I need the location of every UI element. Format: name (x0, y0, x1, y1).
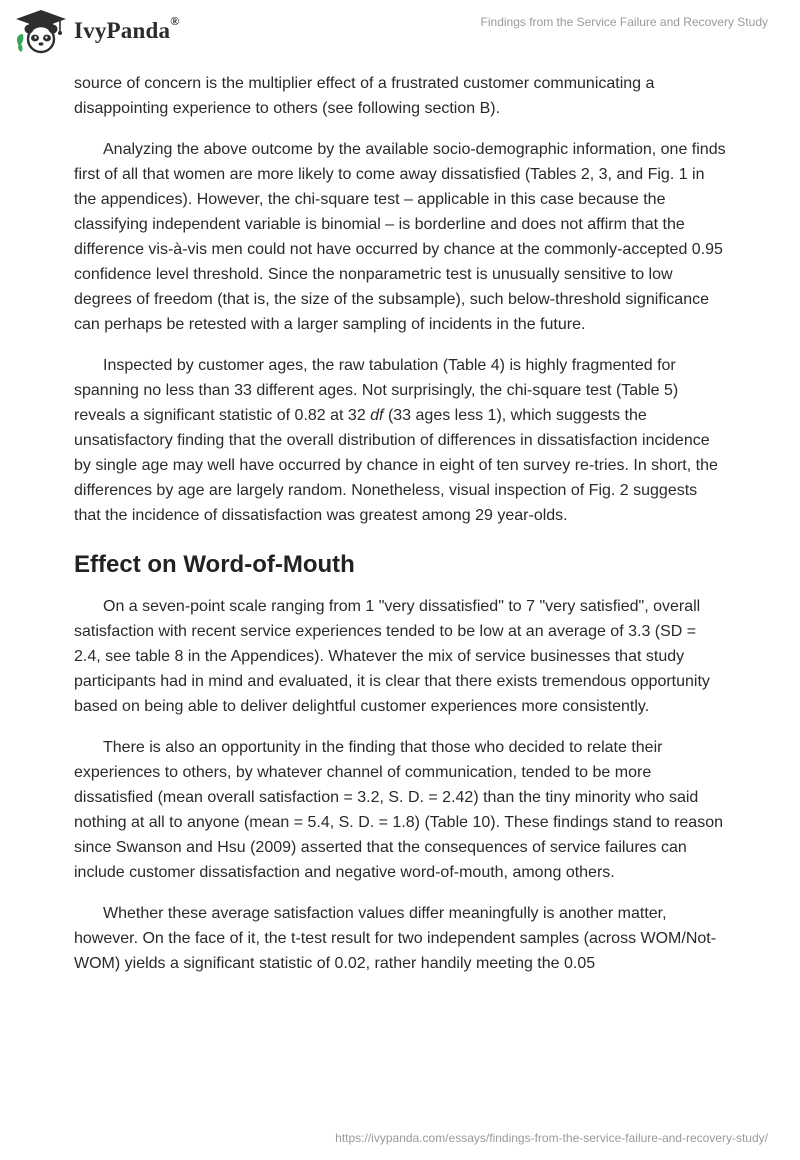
paragraph-3-text-b: (33 ages less 1), which suggests the unsatisfactory finding that the overall distribution of differences in dissatisfaction incidence by single age may well have occurred by chance in eight of ten survey re-tries. In short, the differences by age are largely random. Nonetheless, visual inspection of Fig. 2 suggests that the incidence of dissatisfaction was greatest among 29 year-olds. (74, 407, 718, 524)
df-italic: df (370, 407, 384, 424)
paragraph-2: Analyzing the above outcome by the available socio-demographic information, one finds first of all that women are more likely to come away dissatisfied (Tables 2, 3, and Fig. 1 in the appendices). However, the chi-square test – applicable in this case because the classifying independent variable is binomial – is borderline and does not affirm that the difference vis-à-vis men could not have occurred by chance at the commonly-accepted 0.95 confidence level threshold. Since the nonparametric test is unusually sensitive to low degrees of freedom (that is, the size of the subsample), such below-threshold significance can perhaps be retested with a larger sampling of incidents in the future. (74, 141, 726, 333)
panda-graduation-cap-icon (14, 8, 68, 54)
paragraph-5: There is also an opportunity in the finding that those who decided to relate their experiences to others, by whatever channel of communication, tended to be more dissatisfied (mean overall satisfaction = 3.2, S. D. = 2.42) than the tiny minority who said nothing at all to anyone (mean = 5.4, S. D. = 1.8) (Table 10). These findings stand to reason since Swanson and Hsu (2009) asserted that the consequences of service failures can include customer dissatisfaction and negative word-of-mouth, among others. (74, 739, 723, 881)
paragraph-1: source of concern is the multiplier effect of a frustrated customer communicating a disappointing experience to others (see following section B). (74, 75, 655, 117)
paragraph-3-text-a: Inspected by customer ages, the raw tabulation (Table 4) is highly fragmented for spanning no less than 33 different ages. Not surprisingly, the chi-square test (Table 5) reveals a significant statistic of 0.82 at 32 (74, 357, 679, 424)
running-title: Findings from the Service Failure and Recovery Study (480, 15, 768, 29)
page-header (0, 0, 800, 64)
article-body (74, 71, 726, 992)
ivypanda-logo[interactable] (14, 8, 179, 54)
source-url-link[interactable]: https://ivypanda.com/essays/findings-from-the-service-failure-and-recovery-study/ (335, 1131, 768, 1145)
paragraph-3 (74, 353, 726, 528)
paragraph-6: Whether these average satisfaction values differ meaningfully is another matter, however. On the face of it, the t-test result for two independent samples (across WOM/Not-WOM) yields a significant statistic of 0.02, rather handily meeting the 0.05 (74, 905, 717, 972)
registered-mark: ® (170, 14, 180, 29)
section-heading-word-of-mouth: Effect on Word-of-Mouth (74, 551, 355, 578)
paragraph-4: On a seven-point scale ranging from 1 "very dissatisfied" to 7 "very satisfied", overall satisfaction with recent service experiences tended to be low at an average of 3.3 (SD = 2.4, see table 8 in the Appendices). Whatever the mix of service businesses that study participants had in mind and evaluated, it is clear that there exists tremendous opportunity based on being able to deliver delightful customer experiences more consistently. (74, 598, 710, 715)
logo-text: IvyPanda® (74, 14, 180, 43)
